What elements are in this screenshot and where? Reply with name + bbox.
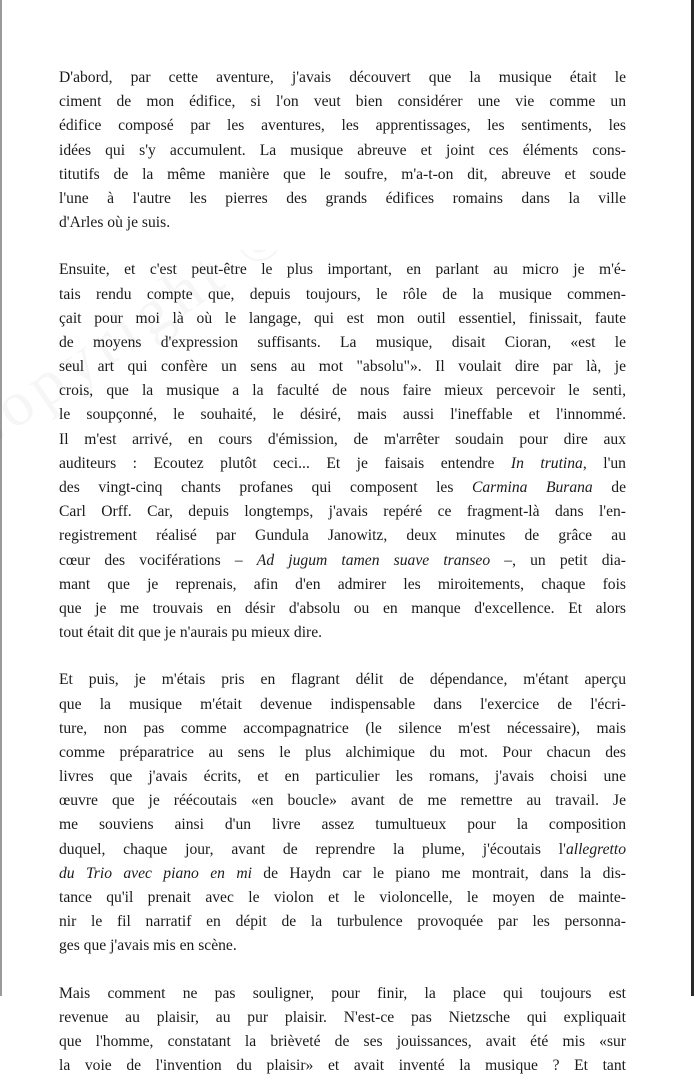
text-line: de moyens d'expression suffisants. La musique, disait Cioran, «est le	[59, 333, 626, 351]
text-line: l'une à l'autre les pierres des grands édifices romains dans la ville	[59, 189, 626, 207]
text-line: titutifs de la même manière que le soufre, m'a-t-on dit, abreuve et soude	[59, 165, 626, 183]
text-line: çait pour moi là où le langage, qui est mon outil essentiel, finissait, faute	[59, 309, 626, 327]
page-edge-left	[0, 0, 2, 996]
text-line: Il m'est arrivé, en cours d'émission, de m'arrêter soudain pour dire aux	[59, 430, 626, 448]
text-line: tance qu'il prenait avec le violon et le violoncelle, le moyen de mainte-	[59, 889, 626, 906]
text-line: la voie de l'invention du plaisir» et avait inventé la musique ? Et tant	[59, 1057, 626, 1075]
italic-title: In trutina	[510, 454, 583, 472]
text-line: Et puis, je m'étais pris en flagrant délit de dépendance, m'étant aperçu	[59, 671, 626, 689]
text-line: édifice composé par les aventures, les apprentissages, les sentiments, les	[59, 117, 626, 135]
text-line: nir le fil narratif en dépit de la turbulence provoquée par les personna-	[59, 913, 626, 931]
paragraph-4	[59, 982, 626, 1078]
paragraph-3	[59, 668, 626, 958]
text-line: idées qui s'y accumulent. La musique abreuve et joint ces éléments cons-	[59, 141, 626, 159]
text-line: d'Arles où je suis.	[59, 214, 171, 232]
text-line: cœur des vociférations – Ad jugum tamen suave transeo –, un petit dia-	[59, 551, 626, 569]
text-line: registrement réalisé par Gundula Janowitz, deux minutes de grâce au	[59, 527, 626, 545]
italic-title: Ad jugum tamen suave transeo	[256, 551, 491, 569]
paragraph-1	[59, 66, 626, 235]
text-line: ciment de mon édifice, si l'on veut bien considérer une vie comme un	[59, 93, 626, 111]
text-line: revenue au plaisir, au pur plaisir. N'est-ce pas Nietzsche qui expliquait	[59, 1008, 626, 1026]
text-line: ture, non pas comme accompagnatrice (le silence m'est nécessaire), mais	[59, 719, 626, 737]
body-text	[59, 66, 626, 1078]
text-line: que la musique m'était devenue indispensable dans l'exercice de l'écri-	[59, 695, 626, 713]
italic-title: du Trio avec piano en mi	[59, 864, 252, 882]
text-line: du Trio avec piano en mi de Haydn car le piano me montrait, dans la dis-	[59, 864, 626, 882]
text-line: ges que j'avais mis en scène.	[59, 937, 237, 955]
text-line: comme préparatrice au sens le plus alchimique du mot. Pour chacun des	[59, 743, 626, 761]
text-line: livres que j'avais écrits, et en particulier les romans, j'avais choisi une	[59, 768, 626, 786]
paragraph-2	[59, 258, 626, 645]
text-line: duquel, chaque jour, avant de reprendre la plume, j'écoutais l'allegretto	[59, 840, 626, 858]
text-line: D'abord, par cette aventure, j'avais découvert que la musique était le	[59, 69, 626, 86]
text-line: mant que je reprenais, afin d'en admirer les miroitements, chaque fois	[59, 575, 626, 593]
text-line: que l'homme, constatant la brièveté de ses jouissances, avait été mis «sur	[59, 1032, 626, 1050]
text-line: me souviens ainsi d'un livre assez tumultueux pour la composition	[59, 816, 626, 834]
text-line: Ensuite, et c'est peut-être le plus important, en parlant au micro je m'é-	[59, 261, 626, 279]
text-line: Mais comment ne pas souligner, pour finir, la place qui toujours est	[59, 984, 626, 1002]
text-line: auditeurs : Ecoutez plutôt ceci... Et je faisais entendre In trutina, l'un	[59, 454, 626, 472]
italic-title: allegretto	[565, 840, 626, 858]
text-line: tout était dit que je n'aurais pu mieux dire.	[59, 624, 323, 642]
text-line: que je me trouvais en désir d'absolu ou en manque d'excellence. Et alors	[59, 599, 626, 617]
text-line: crois, que la musique a la faculté de nous faire mieux percevoir le senti,	[59, 382, 626, 400]
text-line: le soupçonné, le souhaité, le désiré, mais aussi l'ineffable et l'innommé.	[59, 406, 626, 424]
text-line: seul art qui confère un sens au mot "absolu"». Il voulait dire par là, je	[59, 358, 626, 376]
text-line: tais rendu compte que, depuis toujours, le rôle de la musique commen-	[59, 285, 626, 303]
italic-title: Carmina Burana	[471, 479, 593, 496]
text-line: des vingt-cinq chants profanes qui composent les Carmina Burana de	[59, 479, 626, 496]
text-line: Carl Orff. Car, depuis longtemps, j'avais repéré ce fragment-là dans l'en-	[59, 503, 626, 521]
text-line: œuvre que je réécoutais «en boucle» avant de me remettre au travail. Je	[59, 792, 626, 810]
